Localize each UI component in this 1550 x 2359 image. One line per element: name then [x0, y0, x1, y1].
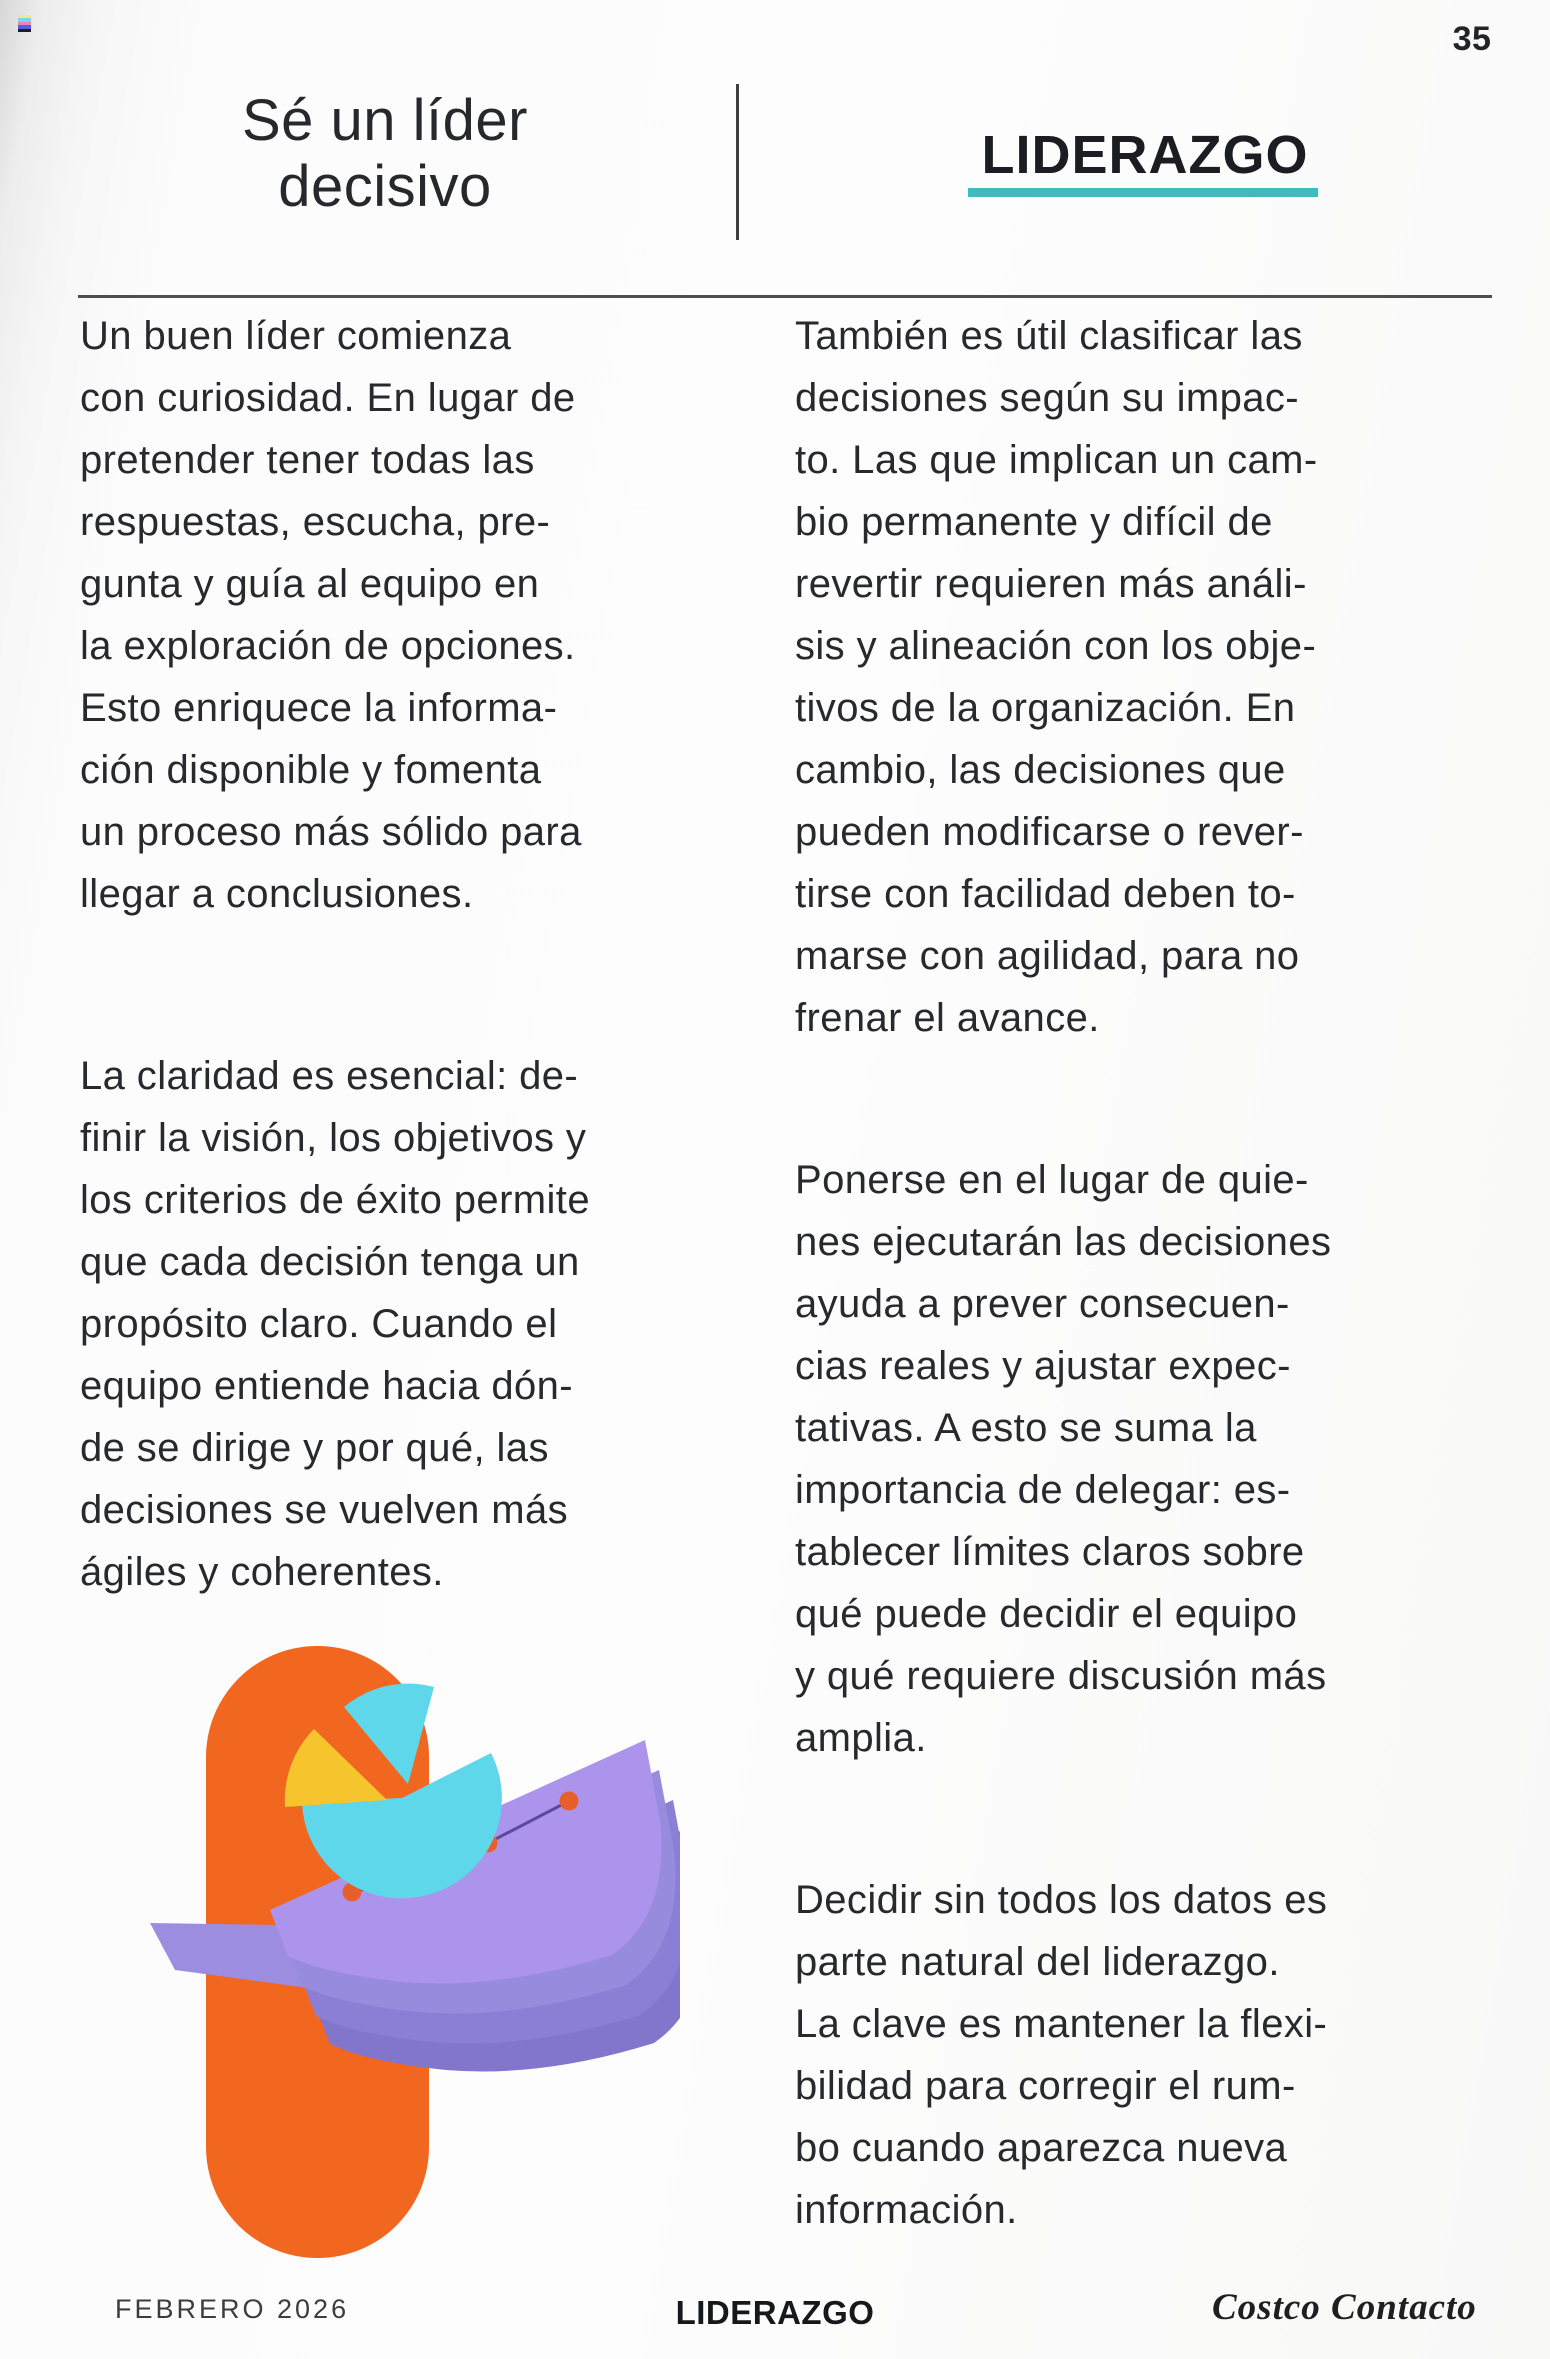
article-title-line2: decisivo — [278, 154, 492, 219]
text-line: de se dirige y por qué, las — [80, 1426, 549, 1470]
illustration — [140, 1630, 680, 2280]
text-line: bilidad para corregir el rum- — [795, 2064, 1296, 2108]
text-line: finir la visión, los objetivos y — [80, 1116, 587, 1160]
text-line: que cada decisión tenga un — [80, 1240, 580, 1284]
page-number: 35 — [1452, 20, 1492, 58]
text-line: Decidir sin todos los datos es — [795, 1878, 1328, 1922]
text-line: qué puede decidir el equipo — [795, 1592, 1298, 1636]
text-line: un proceso más sólido para — [80, 810, 582, 854]
header-rule — [78, 295, 1492, 298]
regmark-stripe — [18, 29, 31, 32]
text-line: tativas. A esto se suma la — [795, 1406, 1257, 1450]
text-line: marse con agilidad, para no — [795, 934, 1300, 978]
text-line: Un buen líder comienza — [80, 314, 512, 358]
trend-point — [560, 1792, 579, 1811]
text-line: pretender tener todas las — [80, 438, 535, 482]
text-line: equipo entiende hacia dón- — [80, 1364, 574, 1408]
text-line: tirse con facilidad deben to- — [795, 872, 1296, 916]
article-title — [70, 88, 700, 220]
text-line: La clave es mantener la flexi- — [795, 2002, 1328, 2046]
footer-section: LIDERAZGO — [675, 2294, 875, 2331]
paragraph — [795, 305, 1467, 1049]
left-column — [80, 305, 752, 1603]
text-line: sis y alineación con los obje- — [795, 624, 1317, 668]
section-header: LIDERAZGO — [981, 125, 1309, 185]
text-line: bo cuando aparezca nueva — [795, 2126, 1288, 2170]
text-line: ágiles y coherentes. — [80, 1550, 444, 1594]
footer-brand: Costco Contacto — [1212, 2287, 1477, 2328]
text-line: decisiones se vuelven más — [80, 1488, 569, 1532]
text-line: bio permanente y difícil de — [795, 500, 1273, 544]
text-line: La claridad es esencial: de- — [80, 1054, 579, 1098]
text-line: nes ejecutarán las decisiones — [795, 1220, 1332, 1264]
paragraph — [795, 1869, 1467, 2241]
text-line: la exploración de opciones. — [80, 624, 576, 668]
paragraph — [795, 1149, 1467, 1769]
text-line: ayuda a prever consecuen- — [795, 1282, 1290, 1326]
section-underline — [968, 188, 1318, 197]
text-line: parte natural del liderazgo. — [795, 1940, 1280, 1984]
text-line: to. Las que implican un cam- — [795, 438, 1318, 482]
text-line: Esto enriquece la informa- — [80, 686, 558, 730]
text-line: tivos de la organización. En — [795, 686, 1296, 730]
title-divider — [736, 84, 739, 240]
text-line: cambio, las decisiones que — [795, 748, 1286, 792]
text-line: amplia. — [795, 1716, 927, 1760]
text-line: respuestas, escucha, pre- — [80, 500, 551, 544]
text-line: decisiones según su impac- — [795, 376, 1299, 420]
text-line: con curiosidad. En lugar de — [80, 376, 576, 420]
text-line: revertir requieren más análi- — [795, 562, 1307, 606]
article-title-line1: Sé un líder — [241, 88, 528, 153]
paragraph — [80, 1045, 752, 1603]
text-line: importancia de delegar: es- — [795, 1468, 1291, 1512]
text-line: tablecer límites claros sobre — [795, 1530, 1305, 1574]
text-line: cias reales y ajustar expec- — [795, 1344, 1291, 1388]
paragraph — [80, 305, 752, 925]
text-line: Ponerse en el lugar de quie- — [795, 1158, 1309, 1202]
text-line: gunta y guía al equipo en — [80, 562, 540, 606]
text-line: propósito claro. Cuando el — [80, 1302, 558, 1346]
text-line: información. — [795, 2188, 1018, 2232]
text-line: pueden modificarse o rever- — [795, 810, 1304, 854]
text-line: los criterios de éxito permite — [80, 1178, 590, 1222]
right-column — [795, 305, 1467, 2241]
print-registration-mark — [18, 15, 31, 32]
text-line: y qué requiere discusión más — [795, 1654, 1327, 1698]
text-line: También es útil clasificar las — [795, 314, 1303, 358]
text-line: llegar a conclusiones. — [80, 872, 474, 916]
text-line: frenar el avance. — [795, 996, 1100, 1040]
text-line: ción disponible y fomenta — [80, 748, 542, 792]
footer-date: FEBRERO 2026 — [115, 2294, 350, 2324]
